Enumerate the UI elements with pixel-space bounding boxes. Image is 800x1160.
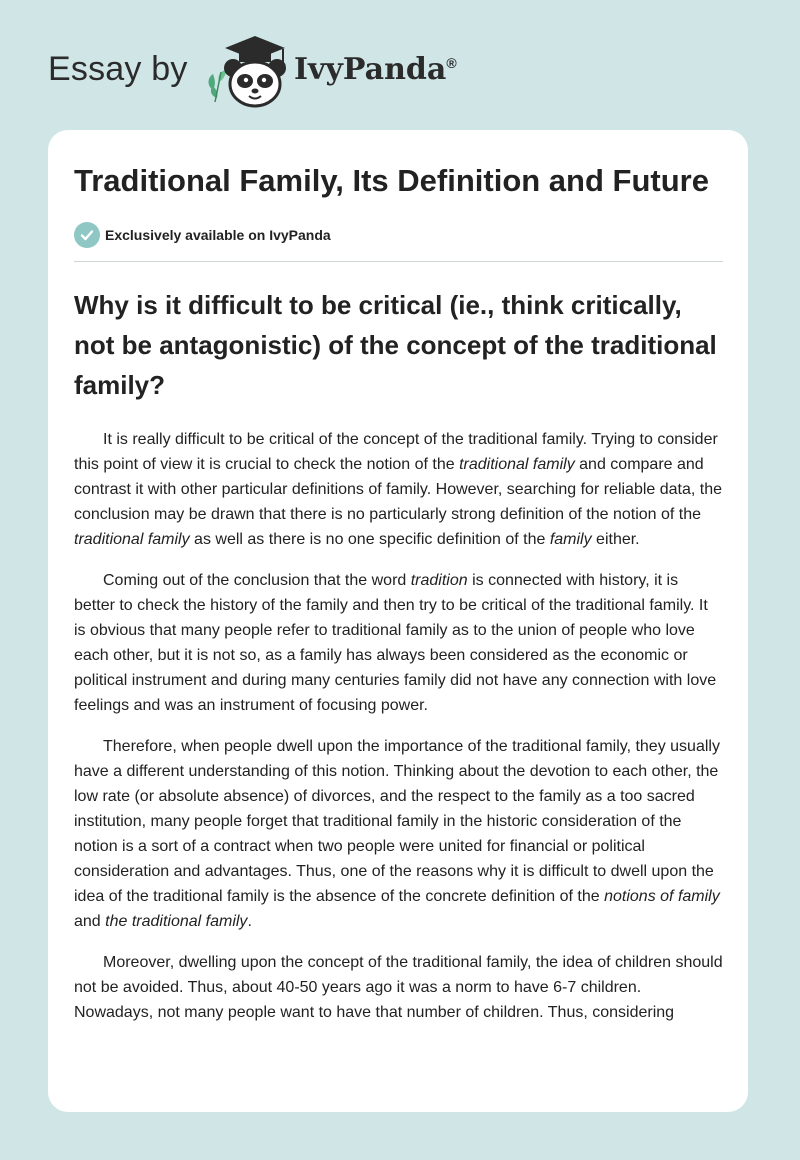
- paragraph: [74, 950, 723, 1025]
- availability-badge: [74, 221, 723, 249]
- paragraph: [74, 568, 723, 718]
- brand-prefix: Essay by: [48, 50, 188, 88]
- paragraph-text: and: [74, 913, 106, 930]
- paragraph-text: .: [247, 913, 252, 930]
- emphasis-text: traditional family: [74, 531, 190, 548]
- site-header: [48, 32, 508, 112]
- emphasis-text: the traditional family: [105, 913, 248, 930]
- emphasis-text: family: [549, 531, 592, 548]
- emphasis-text: traditional family: [459, 456, 575, 473]
- paragraph-text: as well as there is no one specific definition of the: [189, 531, 550, 548]
- paragraph-text: Therefore, when people dwell upon the importance of the traditional family, they usually have a different understanding of this notion. Thinking about the devotion to each other, the low rate (or absolute absence) of divorces, and the respect to the family as a too sacred institution, many people forget that traditional family in the historic consideration of the notion is a sort of a contract when two people were united for financial or political consideration and advantages. Thus, one of the reasons why it is difficult to dwell upon the idea of the traditional family is the absence of the concrete definition of the: [74, 738, 720, 905]
- paragraph-text: Moreover, dwelling upon the concept of the traditional family, the idea of children should not be avoided. Thus, about 40-50 years ago it was a norm to have 6-7 children. Nowadays, not many people want to have that number of children. Thus, considering: [74, 954, 723, 1021]
- check-icon: [74, 222, 100, 248]
- badge-label: Exclusively available on IvyPanda: [105, 227, 331, 243]
- section-heading: Why is it difficult to be critical (ie., think critically, not be antagonistic) of the concept of the traditional family?: [74, 290, 717, 400]
- registered-mark: ®: [446, 55, 457, 71]
- divider: [74, 261, 723, 262]
- paragraph-text: is connected with history, it is better to check the history of the family and then try to be critical of the traditional family. It is obvious that many people refer to traditional family as to the union of people who love each other, but it is not so, as a family has always been considered as the economic or political instrument and during many centuries family did not have any connection with love feelings and was an instrument of focusing power.: [74, 572, 717, 714]
- paragraph: [74, 427, 723, 552]
- brand-name: IvyPanda®: [294, 52, 457, 87]
- page-title: Traditional Family, Its Definition and Future: [74, 163, 709, 198]
- paragraph: [74, 734, 723, 934]
- emphasis-text: tradition: [410, 572, 468, 589]
- essay-card: [48, 130, 748, 1112]
- paragraph-text: It is really difficult to be critical of the concept of the traditional family. Trying to consider this point of view it is crucial to check the notion of the: [74, 431, 718, 473]
- paragraph-text: and compare and contrast it with other particular definitions of family. However, searching for reliable data, the conclusion may be drawn that there is no particularly strong definition of the notion of the: [74, 456, 723, 523]
- paragraph-text: Coming out of the conclusion that the word: [103, 572, 411, 589]
- panda-graduate-icon: [203, 32, 297, 112]
- paragraph-text: either.: [591, 531, 640, 548]
- essay-content: [74, 160, 723, 1041]
- emphasis-text: notions of family: [604, 888, 720, 905]
- essay-body: [74, 427, 723, 1025]
